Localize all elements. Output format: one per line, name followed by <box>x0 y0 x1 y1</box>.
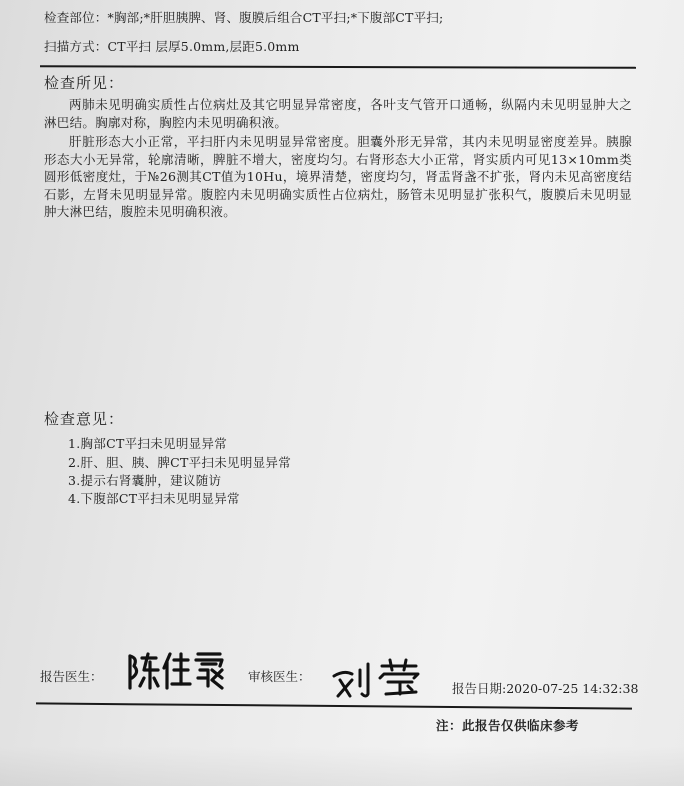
impression-item-2: 2.肝、胆、胰、脾CT平扫未见明显异常 <box>68 455 292 470</box>
scan-method-line <box>44 37 300 55</box>
reporting-doctor-signature <box>124 648 228 694</box>
reviewing-doctor-signature <box>330 656 430 700</box>
report-date-value: 2020-07-25 14:32:38 <box>506 681 639 696</box>
paper-shadow <box>0 746 684 786</box>
footer-divider <box>36 702 632 709</box>
impression-item-3: 3.提示右肾囊肿，建议随访 <box>68 473 222 488</box>
impression-title: 检查意见： <box>44 410 125 428</box>
exam-site-line <box>44 8 443 26</box>
report-date-label: 报告日期: <box>452 681 507 696</box>
findings-paragraph-2: 肝脏形态大小正常，平扫肝内未见明显异常密度。胆囊外形无异常，其内未见明显密度差异。胰腺形态大小无异常，轮廓清晰，脾脏不增大，密度均匀。右肾形态大小正常，肾实质内可见13×10mm类圆形低密度灶，于№26测其CT值为10Hu，境界清楚，密度均匀，肾盂肾盏不扩张，肾内未见高密度结石影，左肾未见明显异常。腹腔内未见明确实质性占位病灶，肠管未见明显扩张积气，腹膜后未见明显肿大淋巴结，腹腔未见明确积液。 <box>44 134 632 219</box>
reporting-doctor-label: 报告医生： <box>40 669 103 684</box>
reviewing-doctor-label: 审核医生： <box>248 669 311 684</box>
findings-paragraph-1: 两肺未见明确实质性占位病灶及其它明显异常密度，各叶支气管开口通畅，纵隔内未见明显肿大之淋巴结。胸廓对称，胸腔内未见明确积液。 <box>44 97 632 130</box>
header-divider <box>40 65 636 69</box>
scan-method-label: 扫描方式： <box>44 39 108 54</box>
scan-method-value: CT平扫 层厚5.0mm,层距5.0mm <box>107 39 300 54</box>
findings-title: 检查所见： <box>44 74 125 92</box>
report-date-line <box>452 679 638 697</box>
exam-site-value: *胸部;*肝胆胰脾、肾、腹膜后组合CT平扫;*下腹部CT平扫; <box>107 10 444 25</box>
impression-item-1: 1.胸部CT平扫未见明显异常 <box>68 436 228 451</box>
impression-item-4: 4.下腹部CT平扫未见明显异常 <box>68 491 240 506</box>
exam-site-label: 检查部位： <box>44 10 108 25</box>
disclaimer-note: 注：此报告仅供临床参考 <box>436 718 580 733</box>
